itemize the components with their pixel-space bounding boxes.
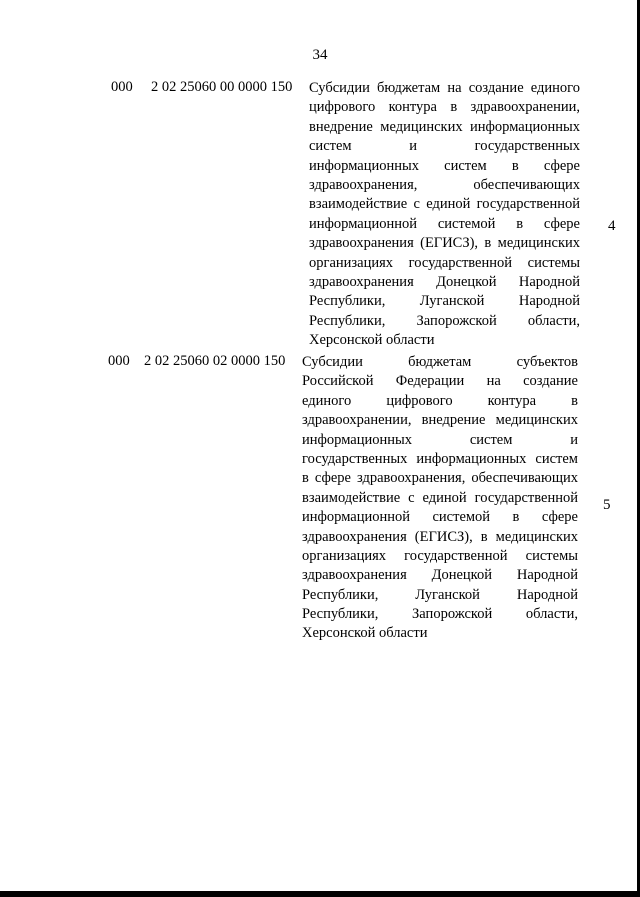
description-line: организациях государственной системы	[302, 547, 578, 564]
description-line: Херсонской области	[302, 625, 428, 642]
description-line: Республики, Луганской Народной	[302, 586, 578, 603]
description-line: Российской Федерации на создание	[302, 373, 578, 390]
description-line: здравоохранения (ЕГИСЗ), в медицинских	[302, 528, 578, 545]
description-line: здравоохранения Донецкой Народной	[302, 567, 578, 584]
description-line: Субсидии бюджетам субъектов	[302, 354, 578, 370]
description-line: взаимодействие с единой государственной	[302, 489, 578, 506]
amount: 5	[603, 497, 611, 513]
description-line: государственных информационных систем	[302, 450, 578, 467]
description-line: здравоохранения (ЕГИСЗ), в медицинских	[309, 235, 580, 252]
page-number: 34	[312, 47, 328, 63]
description-line: единого цифрового контура в	[302, 392, 578, 409]
description-line: Республики, Луганской Народной	[309, 293, 580, 310]
description-line: Херсонской области	[309, 332, 435, 349]
description-line: систем и государственных	[309, 138, 580, 155]
description-line: Субсидии бюджетам на создание единого	[309, 80, 580, 96]
description-line: информационных систем и	[302, 431, 578, 448]
description-line: здравоохранения, обеспечивающих	[309, 176, 580, 193]
description-line: организациях государственной системы	[309, 254, 580, 271]
admin-code: 000	[108, 353, 130, 369]
scan-border-bottom	[0, 891, 640, 897]
description-line: информационной системой в сфере	[309, 215, 580, 232]
description-line: цифрового контура в здравоохранении,	[309, 99, 580, 116]
revenue-description	[302, 353, 578, 644]
description-line: здравоохранении, внедрение медицинских	[302, 412, 578, 429]
description-line: информационной системой в сфере	[302, 509, 578, 526]
description-line: в сфере здравоохранения, обеспечивающих	[302, 470, 578, 487]
description-line: взаимодействие с единой государственной	[309, 196, 580, 213]
amount: 4	[608, 218, 616, 234]
budget-classification-code: 2 02 25060 02 0000 150	[144, 353, 286, 369]
admin-code: 000	[111, 79, 133, 95]
budget-classification-code: 2 02 25060 00 0000 150	[151, 79, 293, 95]
description-line: здравоохранения Донецкой Народной	[309, 273, 580, 290]
description-line: Республики, Запорожской области,	[309, 312, 580, 329]
revenue-description	[309, 79, 580, 350]
description-line: внедрение медицинских информационных	[309, 118, 580, 135]
description-line: информационных систем в сфере	[309, 157, 580, 174]
description-line: Республики, Запорожской области,	[302, 606, 578, 623]
